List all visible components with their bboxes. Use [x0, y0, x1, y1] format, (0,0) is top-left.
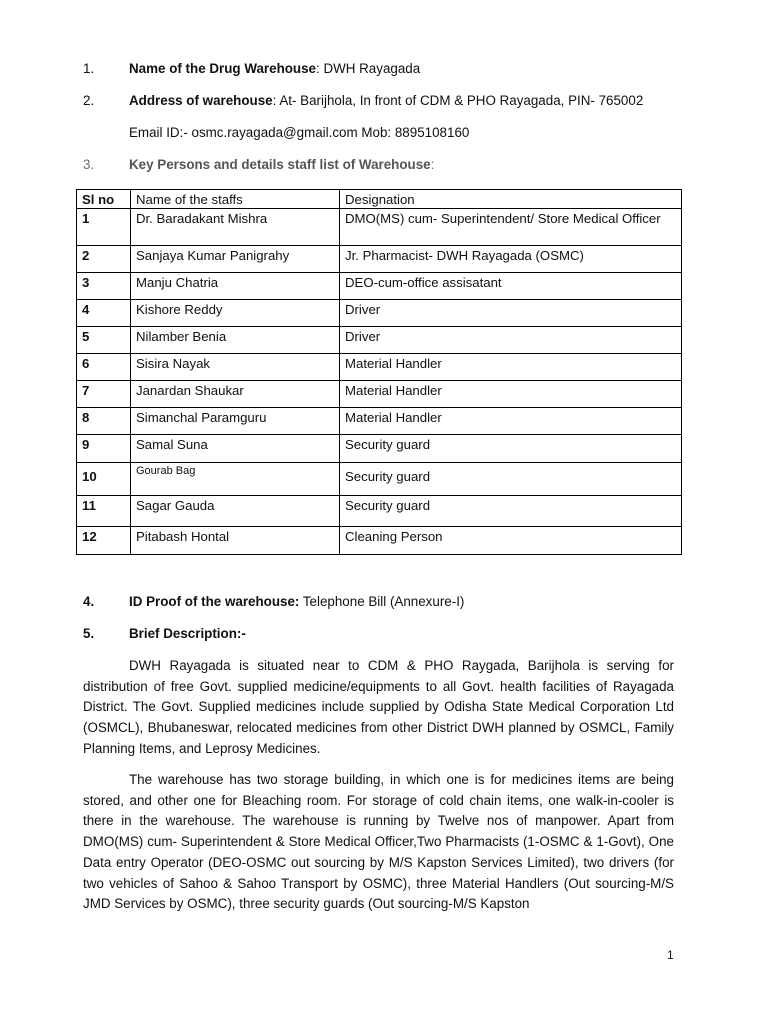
cell-name: Sanjaya Kumar Panigrahy — [131, 246, 340, 273]
cell-name: Sisira Nayak — [131, 354, 340, 381]
cell-sl: 1 — [77, 209, 131, 246]
table-row — [77, 327, 682, 354]
cell-designation: Jr. Pharmacist- DWH Rayagada (OSMC) — [340, 246, 682, 273]
table-row — [77, 408, 682, 435]
cell-sl: 5 — [77, 327, 131, 354]
cell-sl: 11 — [77, 496, 131, 527]
description-paragraph-1: DWH Rayagada is situated near to CDM & PHO Raygada, Barijhola is serving for distribution of free Govt. supplied medicine/equipments to all Govt. health facilities of Rayagada District. The Govt. Supplied medicines include supplied by Odisha State Medical Corporation Ltd (OSMCL), Bhubaneswar, relocated medicines from other District DWH planned by OSMCL, Family Planning Items, and Leprosy Medicines. — [83, 658, 674, 756]
table-row — [77, 273, 682, 300]
table-row — [77, 381, 682, 408]
item-value: Telephone Bill (Annexure-I) — [299, 594, 465, 609]
table-row — [77, 246, 682, 273]
item-text — [129, 93, 643, 108]
page-number: 1 — [667, 948, 674, 962]
contact-text: Email ID:- osmc.rayagada@gmail.com Mob: 8895108160 — [129, 125, 470, 140]
cell-sl: 6 — [77, 354, 131, 381]
cell-designation: Material Handler — [340, 354, 682, 381]
table-row — [77, 435, 682, 463]
cell-designation: Security guard — [340, 435, 682, 463]
staff-table — [76, 189, 682, 555]
cell-name: Nilamber Benia — [131, 327, 340, 354]
table-row — [77, 209, 682, 246]
item-label: ID Proof of the warehouse: — [129, 594, 300, 609]
item-value: : At- Barijhola, In front of CDM & PHO Rayagada, PIN- 765002 — [272, 93, 644, 108]
item-number: 4. — [83, 594, 95, 609]
item-text — [129, 594, 464, 609]
item-value: : DWH Rayagada — [316, 61, 421, 76]
cell-designation: Driver — [340, 327, 682, 354]
item-text — [129, 61, 420, 76]
table-row — [77, 496, 682, 527]
cell-sl: 10 — [77, 463, 131, 496]
cell-sl: 8 — [77, 408, 131, 435]
cell-sl: 2 — [77, 246, 131, 273]
cell-designation: Security guard — [340, 463, 682, 496]
table-row — [77, 463, 682, 496]
cell-name: Kishore Reddy — [131, 300, 340, 327]
cell-name: Gourab Bag — [131, 463, 340, 496]
header-sl-no: Sl no — [77, 190, 131, 209]
item-suffix: : — [430, 157, 435, 172]
item-number: 3. — [83, 157, 95, 172]
cell-designation: Security guard — [340, 496, 682, 527]
table-row — [77, 527, 682, 555]
cell-designation: Driver — [340, 300, 682, 327]
cell-name: Dr. Baradakant Mishra — [131, 209, 340, 246]
cell-name: Pitabash Hontal — [131, 527, 340, 555]
cell-name: Simanchal Paramguru — [131, 408, 340, 435]
item-label: Name of the Drug Warehouse — [129, 61, 316, 76]
table-row — [77, 354, 682, 381]
header-name: Name of the staffs — [131, 190, 340, 209]
cell-designation: Material Handler — [340, 408, 682, 435]
item-number: 5. — [83, 626, 95, 641]
item-number: 1. — [83, 61, 95, 76]
table-row — [77, 300, 682, 327]
description-paragraph-2: The warehouse has two storage building, in which one is for medicines items are being stored, and other one for Bleaching room. For storage of cold chain items, one walk-in-cooler is there in the warehouse. The warehouse is running by Twelve nos of manpower. Apart from DMO(MS) cum- Superintendent & Store Medical Officer,Two Pharmacists (1-OSMC & 1-Govt), One Data entry Operator (DEO-OSMC out sourcing by M/S Kapston Services Limited), two drivers (for two vehicles of Sahoo & Sahoo Transport by OSMC), three Material Handlers (Out sourcing-M/S JMD Services by OSMC), three security guards (Out sourcing-M/S Kapston — [83, 772, 674, 912]
cell-name: Samal Suna — [131, 435, 340, 463]
cell-sl: 7 — [77, 381, 131, 408]
cell-sl: 4 — [77, 300, 131, 327]
item-label: Key Persons and details staff list of Warehouse — [129, 157, 431, 172]
cell-designation: Material Handler — [340, 381, 682, 408]
cell-name: Sagar Gauda — [131, 496, 340, 527]
header-designation: Designation — [340, 190, 682, 209]
item-label: Brief Description:- — [129, 626, 246, 641]
item-label: Address of warehouse — [129, 93, 273, 108]
item-number: 2. — [83, 93, 95, 108]
cell-designation: DMO(MS) cum- Superintendent/ Store Medical Officer — [340, 209, 682, 246]
cell-designation: Cleaning Person — [340, 527, 682, 555]
cell-sl: 3 — [77, 273, 131, 300]
item-text — [129, 157, 434, 172]
cell-sl: 12 — [77, 527, 131, 555]
cell-name: Manju Chatria — [131, 273, 340, 300]
cell-sl: 9 — [77, 435, 131, 463]
cell-designation: DEO-cum-office assisatant — [340, 273, 682, 300]
table-header-row — [77, 190, 682, 209]
cell-name: Janardan Shaukar — [131, 381, 340, 408]
